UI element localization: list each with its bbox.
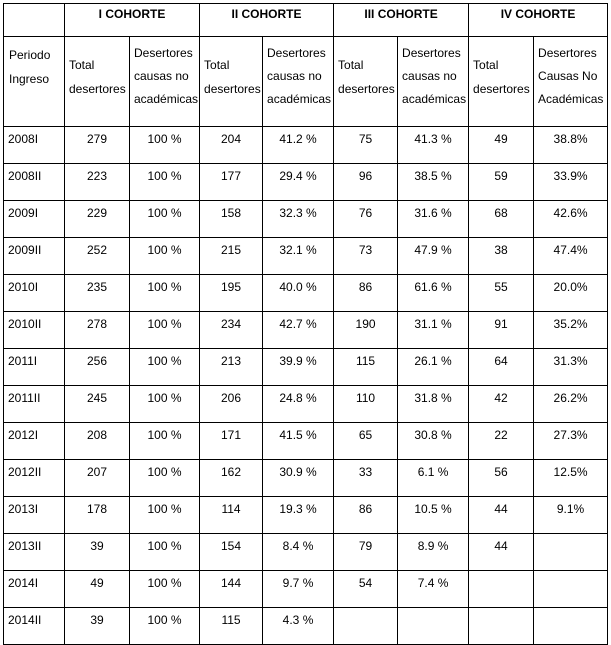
- cohort-1-percent-cell: 100 %: [130, 312, 200, 349]
- cohort-header-2: II COHORTE: [200, 4, 334, 37]
- table-row: [4, 275, 608, 312]
- cohort-2-total-cell: 162: [200, 460, 263, 497]
- period-header-line: Ingreso: [9, 72, 50, 86]
- period-header-line: Periodo: [9, 48, 51, 62]
- cohort-2-percent-cell: 29.4 %: [263, 164, 334, 201]
- desertores-header-line: Académicas: [538, 92, 604, 106]
- cohort-header-1: I COHORTE: [65, 4, 200, 37]
- cohort-4-percent-cell: 9.1%: [534, 497, 608, 534]
- desertores-header-line: causas no: [267, 69, 322, 83]
- table-row: [4, 386, 608, 423]
- period-cell: 2010I: [4, 275, 65, 312]
- desertores-header-line: causas no: [134, 69, 189, 83]
- cohort-2-total-cell: 206: [200, 386, 263, 423]
- cohort-1-percent-cell: 100 %: [130, 423, 200, 460]
- cohort-1-percent-cell: 100 %: [130, 275, 200, 312]
- cohort-1-percent-cell: 100 %: [130, 571, 200, 608]
- cohort-2-percent-cell: 32.1 %: [263, 238, 334, 275]
- cohort-2-total-cell: 204: [200, 127, 263, 164]
- cohort-4-total-cell: 44: [469, 497, 534, 534]
- cohort-2-percent-cell: 8.4 %: [263, 534, 334, 571]
- cohort-4-total-cell: 42: [469, 386, 534, 423]
- cohort-3-percent-cell: 41.3 %: [398, 127, 469, 164]
- total-header-3: [334, 37, 398, 127]
- period-cell: 2010II: [4, 312, 65, 349]
- cohort-4-percent-cell: 42.6%: [534, 201, 608, 238]
- total-header-2: [200, 37, 263, 127]
- cohort-3-total-cell: 190: [334, 312, 398, 349]
- period-cell: 2014II: [4, 608, 65, 645]
- cohort-header-4: IV COHORTE: [469, 4, 608, 37]
- desertores-header-line: académicas: [267, 92, 332, 106]
- table-row: [4, 201, 608, 238]
- cohort-header-3: III COHORTE: [334, 4, 469, 37]
- cohort-4-percent-cell: 35.2%: [534, 312, 608, 349]
- period-header: [4, 37, 65, 127]
- cohort-1-percent-cell: 100 %: [130, 127, 200, 164]
- cohort-2-total-cell: 171: [200, 423, 263, 460]
- total-header-4: [469, 37, 534, 127]
- cohort-4-percent-cell: [534, 571, 608, 608]
- period-cell: 2012II: [4, 460, 65, 497]
- cohort-1-percent-cell: 100 %: [130, 386, 200, 423]
- cohort-3-percent-cell: 7.4 %: [398, 571, 469, 608]
- cohort-3-total-cell: 86: [334, 497, 398, 534]
- cohort-3-percent-cell: 47.9 %: [398, 238, 469, 275]
- cohort-1-total-cell: 245: [65, 386, 130, 423]
- cohort-3-percent-cell: 26.1 %: [398, 349, 469, 386]
- total-header-line: desertores: [69, 82, 126, 96]
- period-cell: 2009II: [4, 238, 65, 275]
- total-header-line: Total: [69, 58, 95, 72]
- cohort-2-total-cell: 215: [200, 238, 263, 275]
- table-row: [4, 497, 608, 534]
- table-row: [4, 460, 608, 497]
- cohort-4-percent-cell: 47.4%: [534, 238, 608, 275]
- cohort-3-percent-cell: 31.6 %: [398, 201, 469, 238]
- cohort-2-percent-cell: 32.3 %: [263, 201, 334, 238]
- cohort-4-total-cell: 68: [469, 201, 534, 238]
- period-cell: 2013II: [4, 534, 65, 571]
- period-cell: 2011I: [4, 349, 65, 386]
- cohort-4-percent-cell: 26.2%: [534, 386, 608, 423]
- total-header-line: desertores: [473, 82, 530, 96]
- cohort-4-percent-cell: 12.5%: [534, 460, 608, 497]
- cohort-2-total-cell: 234: [200, 312, 263, 349]
- cohort-1-percent-cell: 100 %: [130, 497, 200, 534]
- cohort-1-total-cell: 207: [65, 460, 130, 497]
- cohort-4-total-cell: [469, 571, 534, 608]
- cohort-3-total-cell: 65: [334, 423, 398, 460]
- cohort-3-percent-cell: [398, 608, 469, 645]
- cohort-1-percent-cell: 100 %: [130, 201, 200, 238]
- cohort-3-percent-cell: 6.1 %: [398, 460, 469, 497]
- desertores-header-line: académicas: [134, 92, 199, 106]
- period-cell: 2008I: [4, 127, 65, 164]
- table-row: [4, 571, 608, 608]
- cohort-3-total-cell: 73: [334, 238, 398, 275]
- period-cell: 2014I: [4, 571, 65, 608]
- cohort-4-total-cell: 64: [469, 349, 534, 386]
- cohort-2-total-cell: 158: [200, 201, 263, 238]
- cohort-2-percent-cell: 30.9 %: [263, 460, 334, 497]
- cohort-1-percent-cell: 100 %: [130, 164, 200, 201]
- period-cell: 2009I: [4, 201, 65, 238]
- cohort-3-total-cell: 75: [334, 127, 398, 164]
- cohort-2-percent-cell: 19.3 %: [263, 497, 334, 534]
- desertion-table: [3, 3, 608, 645]
- desertores-header-1: [130, 37, 200, 127]
- cohort-4-percent-cell: 20.0%: [534, 275, 608, 312]
- cohort-1-percent-cell: 100 %: [130, 534, 200, 571]
- cohort-4-percent-cell: 38.8%: [534, 127, 608, 164]
- period-cell: 2008II: [4, 164, 65, 201]
- desertores-header-line: causas no: [402, 69, 457, 83]
- cohort-3-total-cell: 115: [334, 349, 398, 386]
- cohort-2-percent-cell: 42.7 %: [263, 312, 334, 349]
- cohort-1-total-cell: 256: [65, 349, 130, 386]
- table-row: [4, 608, 608, 645]
- cohort-3-total-cell: 110: [334, 386, 398, 423]
- cohort-3-total-cell: 79: [334, 534, 398, 571]
- cohort-3-percent-cell: 38.5 %: [398, 164, 469, 201]
- total-header-line: desertores: [204, 82, 261, 96]
- total-header-line: desertores: [338, 82, 395, 96]
- desertores-header-line: Desertores: [538, 46, 597, 60]
- cohort-4-percent-cell: [534, 534, 608, 571]
- desertores-header-line: Causas No: [538, 69, 598, 83]
- desertores-header-line: Desertores: [402, 46, 461, 60]
- cohort-1-total-cell: 178: [65, 497, 130, 534]
- cohort-1-total-cell: 223: [65, 164, 130, 201]
- total-header-line: Total: [338, 58, 364, 72]
- cohort-4-total-cell: 91: [469, 312, 534, 349]
- cohort-3-total-cell: 54: [334, 571, 398, 608]
- cohort-2-percent-cell: 4.3 %: [263, 608, 334, 645]
- cohort-4-total-cell: [469, 608, 534, 645]
- table-row: [4, 238, 608, 275]
- cohort-2-percent-cell: 39.9 %: [263, 349, 334, 386]
- cohort-2-total-cell: 115: [200, 608, 263, 645]
- cohort-2-percent-cell: 40.0 %: [263, 275, 334, 312]
- cohort-1-total-cell: 279: [65, 127, 130, 164]
- desertores-header-3: [398, 37, 469, 127]
- cohort-3-percent-cell: 31.8 %: [398, 386, 469, 423]
- cohort-4-percent-cell: [534, 608, 608, 645]
- cohort-4-total-cell: 55: [469, 275, 534, 312]
- cohort-1-percent-cell: 100 %: [130, 238, 200, 275]
- cohort-2-percent-cell: 24.8 %: [263, 386, 334, 423]
- cohort-1-total-cell: 49: [65, 571, 130, 608]
- period-cell: 2012I: [4, 423, 65, 460]
- cohort-3-total-cell: 76: [334, 201, 398, 238]
- cohort-4-total-cell: 22: [469, 423, 534, 460]
- blank-corner: [4, 4, 65, 37]
- cohort-3-total-cell: 86: [334, 275, 398, 312]
- desertores-header-2: [263, 37, 334, 127]
- cohort-1-total-cell: 208: [65, 423, 130, 460]
- cohort-3-percent-cell: 8.9 %: [398, 534, 469, 571]
- cohort-2-total-cell: 114: [200, 497, 263, 534]
- cohort-3-percent-cell: 10.5 %: [398, 497, 469, 534]
- cohort-4-total-cell: 38: [469, 238, 534, 275]
- cohort-2-total-cell: 195: [200, 275, 263, 312]
- cohort-2-total-cell: 177: [200, 164, 263, 201]
- desertores-header-line: Desertores: [134, 46, 193, 60]
- total-header-line: Total: [473, 58, 499, 72]
- cohort-3-total-cell: 33: [334, 460, 398, 497]
- table-row: [4, 312, 608, 349]
- cohort-2-percent-cell: 9.7 %: [263, 571, 334, 608]
- cohort-4-total-cell: 49: [469, 127, 534, 164]
- cohort-4-total-cell: 56: [469, 460, 534, 497]
- cohort-1-percent-cell: 100 %: [130, 349, 200, 386]
- cohort-1-total-cell: 252: [65, 238, 130, 275]
- desertores-header-4: [534, 37, 608, 127]
- cohort-1-total-cell: 39: [65, 608, 130, 645]
- table-row: [4, 534, 608, 571]
- cohort-1-percent-cell: 100 %: [130, 608, 200, 645]
- cohort-2-total-cell: 213: [200, 349, 263, 386]
- cohort-3-percent-cell: 30.8 %: [398, 423, 469, 460]
- cohort-2-percent-cell: 41.2 %: [263, 127, 334, 164]
- cohort-2-percent-cell: 41.5 %: [263, 423, 334, 460]
- cohort-1-total-cell: 278: [65, 312, 130, 349]
- cohort-4-percent-cell: 33.9%: [534, 164, 608, 201]
- period-cell: 2013I: [4, 497, 65, 534]
- desertores-header-line: académicas: [402, 92, 467, 106]
- cohort-3-percent-cell: 61.6 %: [398, 275, 469, 312]
- cohort-3-total-cell: [334, 608, 398, 645]
- total-header-1: [65, 37, 130, 127]
- cohort-4-total-cell: 44: [469, 534, 534, 571]
- cohort-4-percent-cell: 31.3%: [534, 349, 608, 386]
- cohort-4-total-cell: 59: [469, 164, 534, 201]
- cohort-3-percent-cell: 31.1 %: [398, 312, 469, 349]
- table-row: [4, 164, 608, 201]
- table-row: [4, 349, 608, 386]
- total-header-line: Total: [204, 58, 230, 72]
- cohort-1-total-cell: 39: [65, 534, 130, 571]
- cohort-3-total-cell: 96: [334, 164, 398, 201]
- table-row: [4, 127, 608, 164]
- cohort-1-percent-cell: 100 %: [130, 460, 200, 497]
- table-body: [4, 127, 608, 645]
- desertores-header-line: Desertores: [267, 46, 326, 60]
- cohort-2-total-cell: 144: [200, 571, 263, 608]
- table-row: [4, 423, 608, 460]
- cohort-1-total-cell: 229: [65, 201, 130, 238]
- cohort-2-total-cell: 154: [200, 534, 263, 571]
- cohort-1-total-cell: 235: [65, 275, 130, 312]
- period-cell: 2011II: [4, 386, 65, 423]
- cohort-4-percent-cell: 27.3%: [534, 423, 608, 460]
